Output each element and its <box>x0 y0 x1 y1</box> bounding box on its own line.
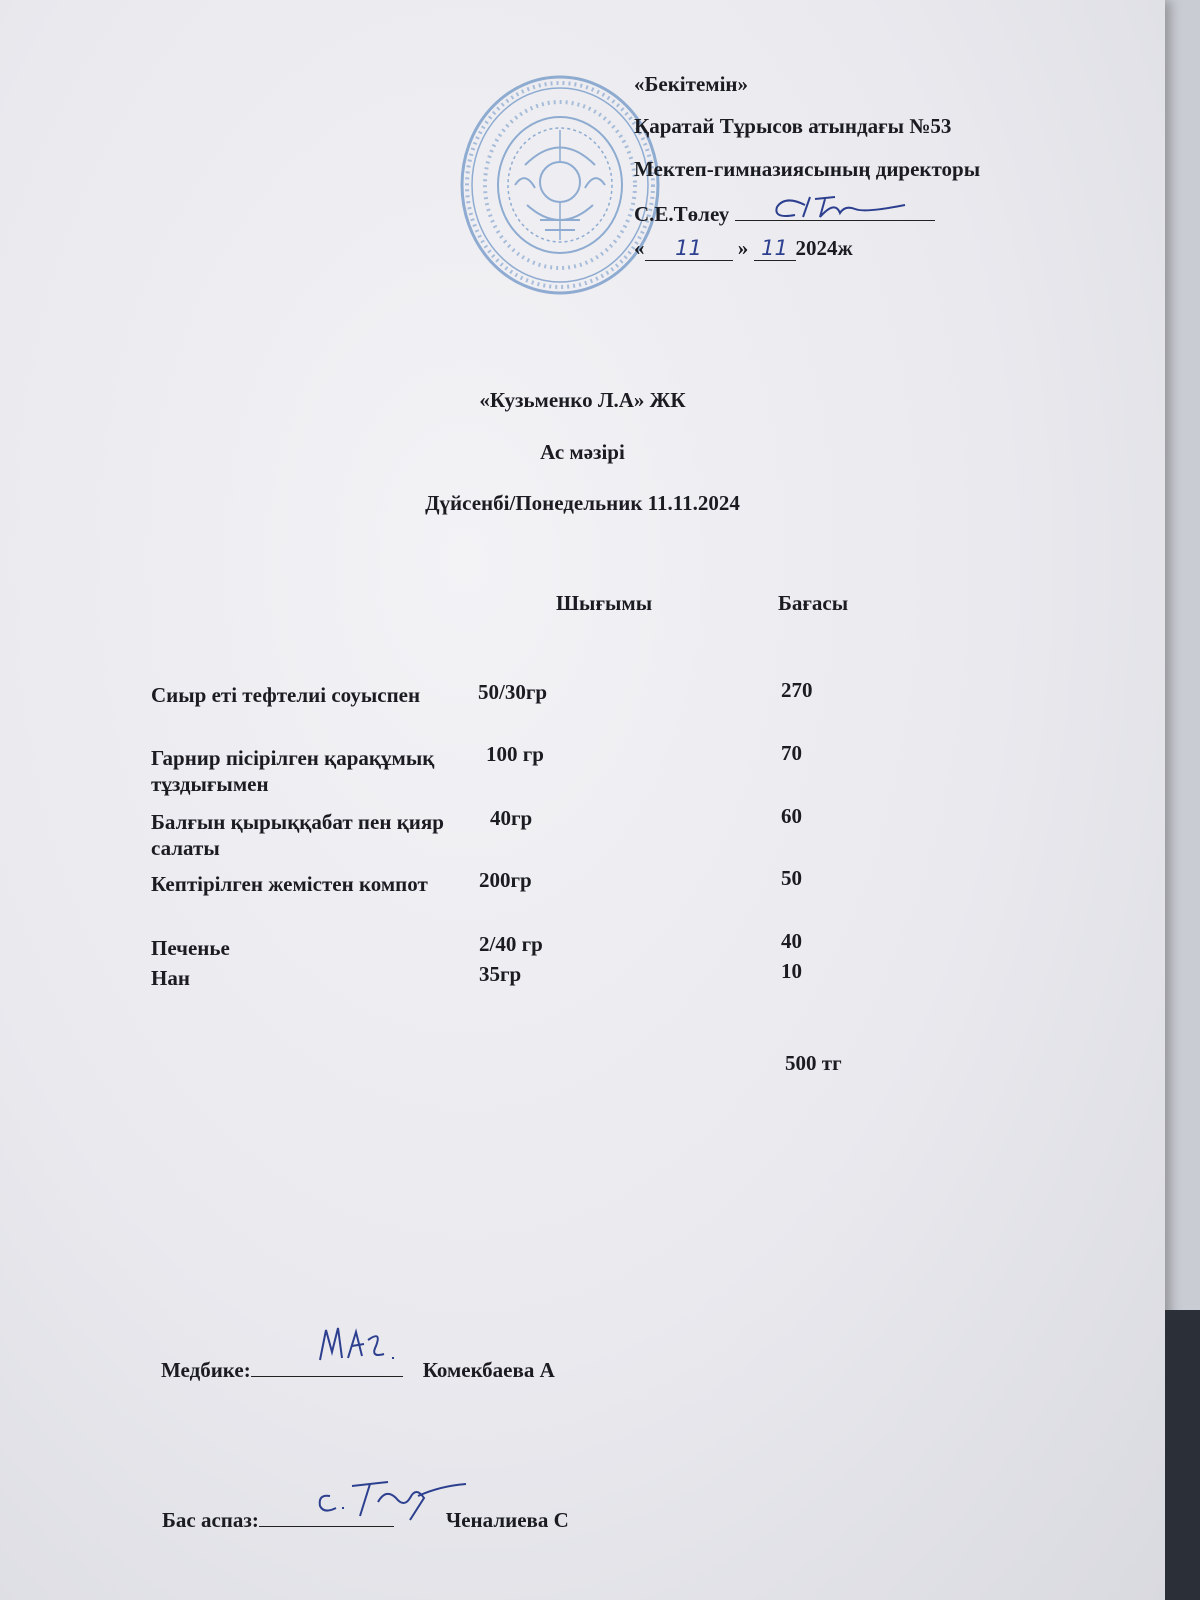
date-day: 11 <box>645 236 733 261</box>
nurse-signature <box>312 1318 422 1368</box>
dish-name: Сиыр еті тефтелиі соуыспен <box>151 683 421 707</box>
dish-name: Балғын қырыққабат пен қияр салаты <box>151 810 444 860</box>
nurse-label: Медбике: <box>161 1358 251 1382</box>
dish-price: 70 <box>781 741 802 765</box>
dish-price: 60 <box>781 804 802 828</box>
approval-title: «Бекітемін» <box>634 72 749 96</box>
company-name: «Кузьменко Л.А» ЖК <box>479 388 686 412</box>
dish-output: 50/30гр <box>478 680 548 704</box>
approval-position-line: Мектеп-гимназиясының директоры <box>634 157 981 181</box>
dish-output: 100 гр <box>486 742 544 766</box>
chef-name: Ченалиева С <box>445 1508 569 1532</box>
approval-signer-name: С.Е.Төлеу <box>634 202 730 226</box>
dish-price: 50 <box>781 866 802 890</box>
date-year: 2024ж <box>795 236 853 260</box>
column-header-output: Шығымы <box>556 591 653 615</box>
dish-price: 270 <box>781 678 813 702</box>
dish-output: 35гр <box>479 962 522 986</box>
official-stamp <box>455 70 665 300</box>
dish-name: Кептірілген жемістен компот <box>151 872 428 896</box>
chef-signature <box>300 1468 470 1523</box>
chef-label: Бас аспаз: <box>162 1508 259 1532</box>
menu-day: Дүйсенбі/Понедельник 11.11.2024 <box>425 491 740 515</box>
approval-date-line <box>634 236 853 261</box>
column-header-price: Бағасы <box>778 591 849 615</box>
dish-name: Нан <box>151 966 190 990</box>
dish-price: 40 <box>781 929 802 953</box>
dish-name: Гарнир пісірілген қарақұмық тұздығымен <box>151 746 435 796</box>
date-close-quote: » <box>737 236 749 260</box>
dish-output: 40гр <box>490 806 533 830</box>
nurse-name: Комекбаева А <box>422 1358 555 1382</box>
dish-output: 2/40 гр <box>479 932 543 956</box>
approval-school-line: Қаратай Тұрысов атындағы №53 <box>634 114 952 138</box>
director-signature <box>765 185 915 235</box>
total-price: 500 тг <box>785 1051 842 1075</box>
dish-output: 200гр <box>479 868 532 892</box>
dish-name: Печенье <box>151 936 230 960</box>
date-open-quote: « <box>634 236 645 260</box>
date-month: 11 <box>754 236 796 261</box>
background-surface <box>1165 1310 1200 1600</box>
document-title: Ас мәзірі <box>540 440 625 464</box>
dish-price: 10 <box>781 959 802 983</box>
